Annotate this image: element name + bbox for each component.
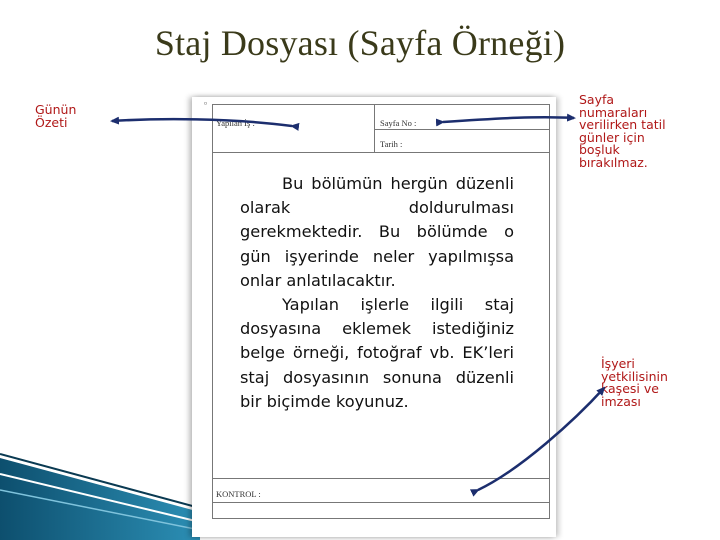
arrow-kontrol — [478, 388, 604, 490]
tarih-label: Tarih : — [380, 139, 403, 149]
left-annotation: Günün Özeti — [35, 102, 77, 130]
yapilan-is-label: Yapılan İş : — [216, 118, 255, 128]
slide-title: Staj Dosyası (Sayfa Örneği) — [154, 23, 566, 63]
kontrol-label: KONTROL : — [216, 489, 261, 499]
top-right-annotation: Sayfa numaraları verilirken tatil günler için boşluk bırakılmaz. — [579, 92, 666, 170]
body-paragraph-1: Bu bölümün hergün düzenli olarak doldurulması gerekmektedir. Bu bölümde o gün işyerinde neler yapılmışsa onlar anlatılacaktır. — [240, 174, 514, 290]
arrow-page-number — [443, 117, 574, 122]
sayfa-no-label: Sayfa No : — [380, 118, 417, 128]
small-marker: ▫ — [204, 98, 208, 108]
bottom-right-annotation: İşyeri yetkilisinin kaşesi ve imzası — [601, 356, 668, 409]
body-paragraph-2: Yapılan işlerle ilgili staj dosyasına eklemek istediğiniz belge örneği, fotoğraf vb. EK’leri staj dosyasının sonuna düzenli bir biçimde koyunuz. — [240, 295, 514, 411]
arrow-left-note — [112, 119, 292, 126]
